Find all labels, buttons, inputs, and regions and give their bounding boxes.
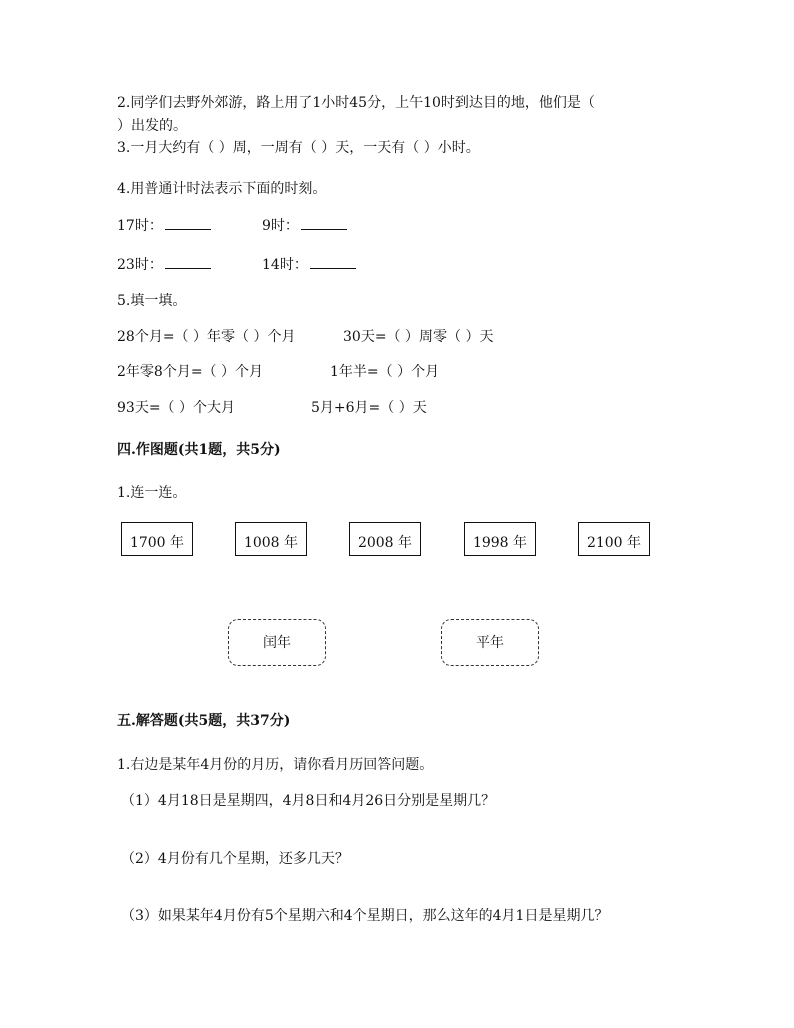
sub-question-1: （1）4月18日是星期四，4月8日和4月26日分别是星期几？ <box>121 793 496 809</box>
section-5-heading: 五.解答题(共5题，共37分) <box>117 713 291 729</box>
q4-item-17: 17时： <box>117 217 211 235</box>
year-box-1008[interactable]: 1008 年 <box>235 522 307 556</box>
section-4-heading: 四.作图题(共1题，共5分) <box>117 442 281 458</box>
leap-year-box[interactable]: 闰年 <box>228 619 326 666</box>
sub-question-3: （3）如果某年4月份有5个星期六和4个星期日，那么这年的4月1日是星期几？ <box>121 908 609 924</box>
q5-item: 2年零8个月=（ ）个月 <box>117 364 263 380</box>
q4-item-14: 14时： <box>262 256 356 274</box>
q2-line1: 2.同学们去野外郊游，路上用了1小时45分，上午10时到达目的地，他们是（ <box>117 95 595 111</box>
q3-text: 3.一月大约有（ ）周，一周有（ ）天，一天有（ ）小时。 <box>117 140 480 156</box>
answer-blank[interactable] <box>165 256 211 269</box>
q5-item: 1年半=（ ）个月 <box>330 364 440 380</box>
q5-title: 5.填一填。 <box>117 293 187 309</box>
sub-question-2: （2）4月份有几个星期，还多几天？ <box>121 851 349 867</box>
year-box-1998[interactable]: 1998 年 <box>464 522 536 556</box>
common-year-box[interactable]: 平年 <box>441 619 539 666</box>
q5-item: 5月+6月=（ ）天 <box>311 400 427 416</box>
q2-line2: ）出发的。 <box>117 118 187 134</box>
section-5-q1-title: 1.右边是某年4月份的月历，请你看月历回答问题。 <box>117 757 434 773</box>
section-4-q1-title: 1.连一连。 <box>117 485 187 501</box>
answer-blank[interactable] <box>310 256 356 269</box>
q4-title: 4.用普通计时法表示下面的时刻。 <box>117 181 327 197</box>
q4-item-9: 9时： <box>262 217 347 235</box>
q5-item: 28个月=（ ）年零（ ）个月 <box>117 329 296 345</box>
q5-item: 30天=（ ）周零（ ）天 <box>343 329 494 345</box>
year-box-1700[interactable]: 1700 年 <box>121 522 193 556</box>
q5-item: 93天=（ ）个大月 <box>117 400 235 416</box>
year-box-2008[interactable]: 2008 年 <box>349 522 421 556</box>
q4-item-23: 23时： <box>117 256 211 274</box>
answer-blank[interactable] <box>165 217 211 230</box>
answer-blank[interactable] <box>301 217 347 230</box>
year-box-2100[interactable]: 2100 年 <box>578 522 650 556</box>
